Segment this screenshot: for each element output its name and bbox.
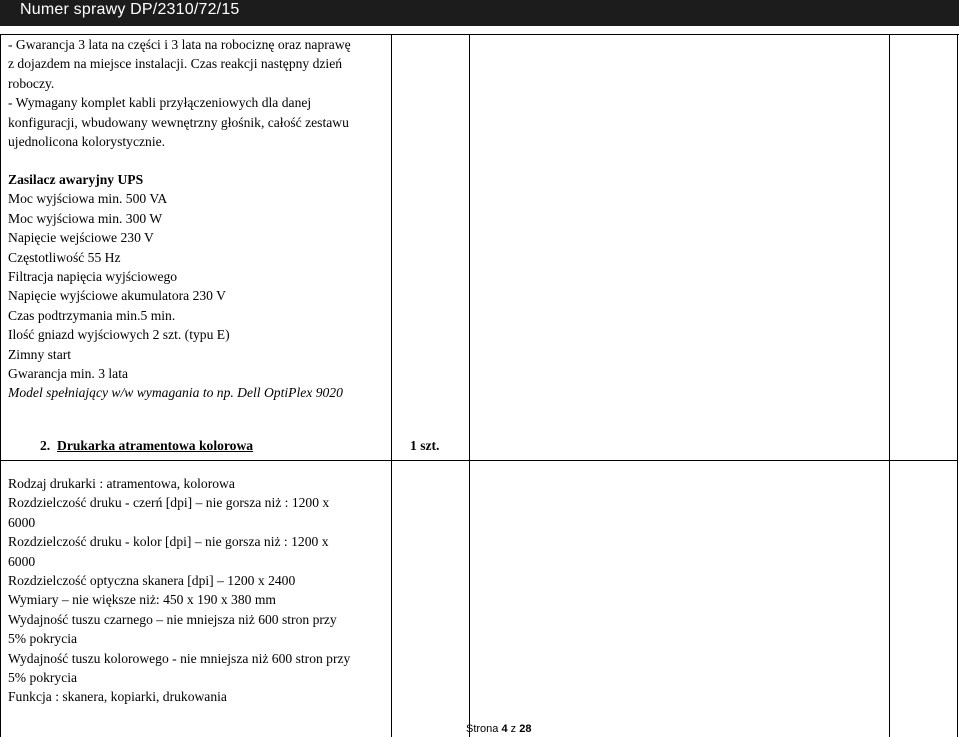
model-example-line: Model spełniający w/w wymagania to np. Dell OptiPlex 9020 [8,385,343,401]
warranty-line: z dojazdem na miejsce instalacji. Czas reakcji następny dzień [8,56,343,72]
ups-spec-line: Gwarancja min. 3 lata [8,365,129,381]
printer-spec-block [8,474,350,707]
page-label: Strona [466,723,499,735]
warranty-block [8,35,351,151]
ups-spec-line: Moc wyjściowa min. 500 VA [8,191,168,207]
ups-spec-line: Napięcie wyjściowe akumulatora 230 V [8,288,226,304]
warranty-line: roboczy. [8,75,55,91]
printer-spec-line: Rozdzielczość optyczna skanera [dpi] – 1200 x 2400 [8,572,296,588]
column-divider-2 [469,34,470,737]
printer-spec-line: Rozdzielczość druku - kolor [dpi] – nie gorsza niż : 1200 x [8,534,329,550]
section-number: 2. [40,438,51,453]
printer-spec-line: 6000 [8,514,36,530]
printer-spec-line: 6000 [8,553,36,569]
section-title: Drukarka atramentowa kolorowa [57,438,254,453]
table-left-border [0,34,1,737]
page-of-label: z [510,723,517,735]
current-page: 4 [501,723,508,735]
ups-spec-line: Moc wyjściowa min. 300 W [8,210,163,226]
printer-spec-line: Rozdzielczość druku - czerń [dpi] – nie gorsza niż : 1200 x [8,495,330,511]
printer-spec-line: 5% pokrycia [8,669,78,685]
printer-spec-line: Wydajność tuszu czarnego – nie mniejsza niż 600 stron przy [8,611,337,627]
printer-spec-line: Wydajność tuszu kolorowego - nie mniejsza niż 600 stron przy [8,650,351,666]
warranty-line: - Wymagany komplet kabli przyłączeniowych dla danej [8,95,312,111]
quantity-value: 1 szt. [410,438,440,453]
warranty-line: - Gwarancja 3 lata na części i 3 lata na robociznę oraz naprawę [8,37,351,52]
total-pages: 28 [519,723,532,735]
document-header-bar [0,0,959,26]
printer-spec-line: Funkcja : skanera, kopiarki, drukowania [8,689,227,705]
page-number-footer [466,723,531,735]
ups-spec-line: Częstotliwość 55 Hz [8,249,121,265]
warranty-line: konfiguracji, wbudowany wewnętrzny głośnik, całość zestawu [8,114,349,130]
ups-spec-line: Filtracja napięcia wyjściowego [8,268,178,284]
printer-spec-line: Rodzaj drukarki : atramentowa, kolorowa [8,476,235,491]
ups-spec-block [8,170,343,403]
column-divider-1 [391,34,392,737]
ups-title: Zasilacz awaryjny UPS [8,172,144,187]
table-right-border [957,34,958,737]
case-number-title: Numer sprawy DP/2310/72/15 [20,1,240,18]
ups-spec-line: Zimny start [8,346,72,362]
printer-spec-line: 5% pokrycia [8,631,78,647]
printer-section-heading [40,438,253,454]
ups-spec-line: Czas podtrzymania min.5 min. [8,307,176,323]
ups-spec-line: Ilość gniazd wyjściowych 2 szt. (typu E) [8,327,230,343]
column-divider-3 [889,34,890,737]
ups-spec-line: Napięcie wejściowe 230 V [8,230,154,246]
row-divider [0,460,958,461]
printer-spec-line: Wymiary – nie większe niż: 450 x 190 x 380 mm [8,592,276,608]
warranty-line: ujednolicona kolorystycznie. [8,133,166,149]
